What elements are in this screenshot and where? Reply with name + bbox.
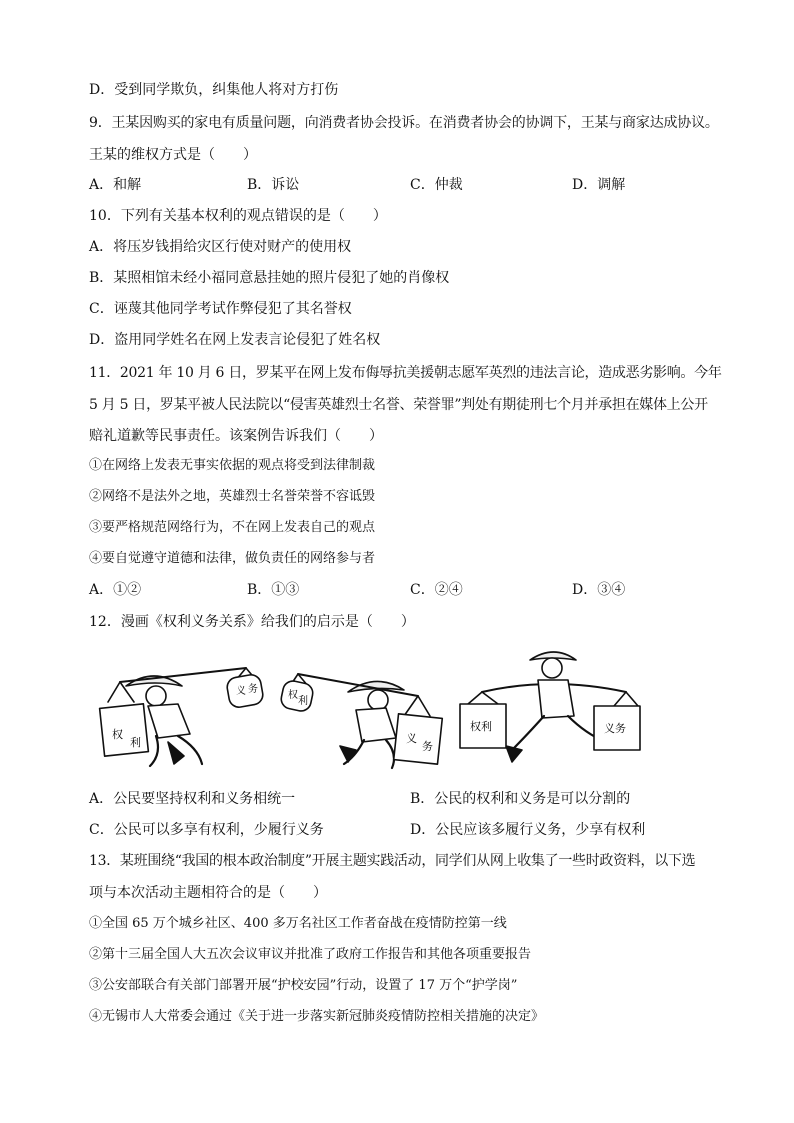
q10-option-d: D．盗用同学姓名在网上发表言论侵犯了姓名权 <box>89 332 381 348</box>
q10-stem: 10．下列有关基本权利的观点错误的是（ ） <box>89 208 387 224</box>
comic-figure-1 <box>100 668 265 766</box>
comic-label-rights-right: 利 <box>130 736 141 749</box>
comic-label-rights-right-2: 利 <box>298 696 308 707</box>
q11-statement-3: ③要严格规范网络行为，不在网上发表自己的观点 <box>89 520 376 535</box>
q11-option-c: C．②④ <box>410 582 463 598</box>
comic-label-duties-right: 务 <box>248 684 258 695</box>
q11-statement-1: ①在网络上发表无事实依据的观点将受到法律制裁 <box>89 458 376 473</box>
rights-duties-comic <box>86 646 646 774</box>
q11-stem-line2: 5 月 5 日，罗某平被人民法院以“侵害英雄烈士名誉、荣誉罪”判处有期徒刑七个月并承担在媒体上公开 <box>89 397 708 413</box>
comic-label-duties-3: 义务 <box>604 722 626 735</box>
comic-label-rights-left: 权 <box>112 728 123 741</box>
q10-option-b: B．某照相馆未经小福同意悬挂她的照片侵犯了她的肖像权 <box>89 270 450 286</box>
q12-option-b: B．公民的权利和义务是可以分割的 <box>410 791 631 807</box>
q9-stem-line1: 9．王某因购买的家电有质量问题，向消费者协会投诉。在消费者协会的协调下，王某与商家达成协议。 <box>89 115 719 131</box>
q13-statement-1: ①全国 65 万个城乡社区、400 多万名社区工作者奋战在疫情防控第一线 <box>89 916 507 931</box>
q10-option-a: A．将压岁钱捐给灾区行使对财产的使用权 <box>89 239 352 255</box>
q9-option-a: A．和解 <box>89 177 142 193</box>
comic-label-rights-3: 权利 <box>470 720 492 733</box>
q11-option-d: D．③④ <box>572 582 626 598</box>
q11-stem-line1: 11．2021 年 10 月 6 日，罗某平在网上发布侮辱抗美援朝志愿军英烈的违法言论，造成恶劣影响。今年 <box>89 365 722 381</box>
q8-option-d: D．受到同学欺负，纠集他人将对方打伤 <box>89 82 339 98</box>
q13-stem-line2: 项与本次活动主题相符合的是（ ） <box>89 885 327 901</box>
q12-stem: 12．漫画《权利义务关系》给我们的启示是（ ） <box>89 614 415 630</box>
comic-figure-2 <box>279 674 442 768</box>
q9-stem-line2: 王某的维权方式是（ ） <box>89 147 257 163</box>
comic-label-duties-left: 义 <box>236 686 246 697</box>
q12-option-d: D．公民应该多履行义务，少享有权利 <box>410 822 646 838</box>
comic-figure-3 <box>460 652 640 762</box>
comic-label-rights-left-2: 权 <box>288 690 298 701</box>
q11-statement-2: ②网络不是法外之地，英雄烈士名誉荣誉不容诋毁 <box>89 489 376 504</box>
q11-option-b: B．①③ <box>247 582 300 598</box>
q10-option-c: C．诬蔑其他同学考试作弊侵犯了其名誉权 <box>89 301 352 317</box>
q9-option-d: D．调解 <box>572 177 626 193</box>
q9-option-c: C．仲裁 <box>410 177 463 193</box>
q11-stem-line3: 赔礼道歉等民事责任。该案例告诉我们（ ） <box>89 428 383 444</box>
q11-statement-4: ④要自觉遵守道德和法律，做负责任的网络参与者 <box>89 551 376 566</box>
comic-label-duties-left-2: 义 <box>406 732 417 745</box>
q12-option-c: C．公民可以多享有权利，少履行义务 <box>89 822 324 838</box>
q12-option-a: A．公民要坚持权利和义务相统一 <box>89 791 296 807</box>
q13-statement-3: ③公安部联合有关部门部署开展“护校安园”行动，设置了 17 万个“护学岗” <box>89 978 518 993</box>
q13-stem-line1: 13．某班围绕“我国的根本政治制度”开展主题实践活动，同学们从网上收集了一些时政资料，以下选 <box>89 853 696 869</box>
q11-option-a: A．①② <box>89 582 142 598</box>
q13-statement-2: ②第十三届全国人大五次会议审议并批准了政府工作报告和其他各项重要报告 <box>89 947 532 962</box>
q9-option-b: B．诉讼 <box>247 177 300 193</box>
comic-label-duties-right-2: 务 <box>422 740 433 753</box>
q13-statement-4: ④无锡市人大常委会通过《关于进一步落实新冠肺炎疫情防控相关措施的决定》 <box>89 1009 545 1024</box>
